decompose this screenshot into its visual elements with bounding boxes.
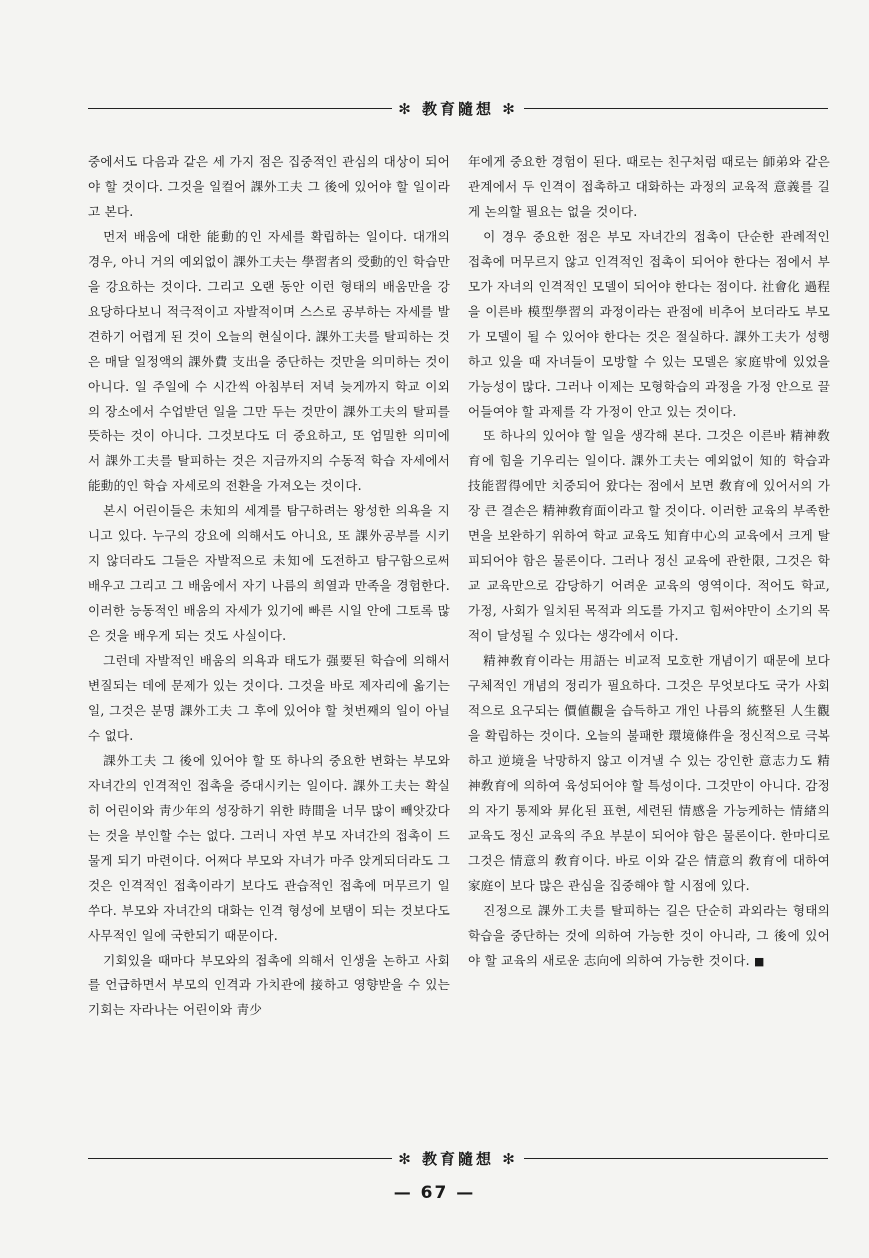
right-text-column [468, 150, 830, 974]
paragraph: 그런데 자발적인 배움의 의욕과 태도가 强要된 학습에 의해서 변질되는 데에 문제가 있는 것이다. 그것을 바로 제자리에 옮기는 일, 그것은 분명 課外工夫 그 후에 있어야 할 첫번째의 일이 아닐 수 없다. [88, 653, 450, 743]
header-rule [88, 98, 828, 118]
rule-line-left [88, 1158, 392, 1159]
final-paragraph [468, 899, 830, 975]
rule-line-right [524, 108, 828, 109]
paragraph: 또 하나의 있어야 할 일을 생각해 본다. 그것은 이른바 精神敎育에 힘을 기우리는 일이다. 課外工夫는 예외없이 知的 학습과 技能習得에만 치중되어 왔다는 점에서 보면 敎育에 있어서의 가장 큰 결손은 精神敎育面이라고 할 것이다. 이러한 교육의 부족한 면을 보완하기 위하여 학교 교육도 知育中心의 교육에서 크게 탈피되어야 함은 물론이다. 그러나 정신 교육에 관한限, 그것은 학교 교육만으로 감당하기 어려운 교육의 영역이다. 적어도 학교, 가정, 사회가 일치된 목적과 의도를 가지고 힘써야만이 소기의 목적이 달성될 수 있다는 생각에서 이다. [468, 428, 830, 644]
page-number: — 67 — [393, 1183, 476, 1203]
paragraph: 이 경우 중요한 점은 부모 자녀간의 접촉이 단순한 관례적인 접촉에 머무르지 않고 인격적인 접촉이 되어야 한다는 점에서 부모가 자녀의 인격적인 모델이 되어야 한다는 점이다. 社會化 過程을 이른바 模型學習의 과정이라는 관점에 비추어 보더라도 부모가 모델이 될 수 있어야 한다는 것은 절실하다. 課外工夫가 성행하고 있을 때 자녀들이 모방할 수 있는 모델은 家庭밖에 있었을 가능성이 많다. 그러나 이제는 모형학습의 과정을 가정 안으로 끌어들여야 할 과제를 각 가정이 안고 있는 것이다. [468, 228, 830, 419]
footer-rule [88, 1148, 828, 1168]
paragraph: 기회있을 때마다 부모와의 접촉에 의해서 인생을 논하고 사회를 언급하면서 부모의 인격과 가치관에 接하고 영향받을 수 있는 기회는 자라나는 어린이와 靑少 [88, 952, 450, 1018]
paragraph: 본시 어린이들은 未知의 세계를 탐구하려는 왕성한 의욕을 지니고 있다. 누구의 강요에 의해서도 아니요, 또 課外공부를 시키지 않더라도 그들은 자발적으로 未知에 도전하고 탐구함으로써 배우고 그리고 그 배움에서 자기 나름의 희열과 만족을 경험한다. 이러한 능동적인 배움의 자세가 있기에 빠른 시일 안에 그토록 많은 것을 배우게 되는 것도 사실이다. [88, 503, 450, 644]
left-text-column [88, 150, 450, 1023]
paragraph-text: 진정으로 課外工夫를 탈피하는 길은 단순히 과외라는 형태의 학습을 중단하는 것에 의하여 가능한 것이 아니라, 그 後에 있어야 할 교육의 새로운 志向에 의하여 가능한 것이다. [468, 902, 830, 968]
section-title: ✻ 教育隨想 ✻ [398, 99, 518, 118]
paragraph: 年에게 중요한 경험이 된다. 때로는 친구처럼 때로는 師弟와 같은 관계에서 두 인격이 접촉하고 대화하는 과정의 교육적 意義를 길게 논의할 필요는 없을 것이다. [468, 154, 830, 219]
paragraph: 課外工夫 그 後에 있어야 할 또 하나의 중요한 변화는 부모와 자녀간의 인격적인 접촉을 증대시키는 일이다. 課外工夫는 확실히 어린이와 靑少年의 성장하기 위한 時間을 너무 많이 빼앗갔다는 것을 부인할 수는 없다. 그러니 자연 부모 자녀간의 접촉이 드물게 되기 마련이다. 어쩌다 부모와 자녀가 마주 앉게되더라도 그것은 인격적인 접촉이라기 보다도 관습적인 접촉에 머무르기 일쑤다. 부모와 자녀간의 대화는 인격 형성에 보탬이 되는 것보다도 사무적인 일에 국한되기 때문이다. [88, 752, 450, 943]
rule-line-left [88, 108, 392, 109]
footer-title: ✻ 教育隨想 ✻ [398, 1149, 518, 1168]
end-mark-icon: ■ [754, 954, 765, 968]
paragraph: 精神敎育이라는 用語는 비교적 모호한 개념이기 때문에 보다 구체적인 개념의 정리가 필요하다. 그것은 무엇보다도 국가 사회적으로 요구되는 價値觀을 습득하고 개인 나름의 統整된 人生觀을 확립하는 것이다. 오늘의 불패한 環境條件을 정신적으로 극복하고 逆境을 낙망하지 않고 이겨낼 수 있는 강인한 意志力도 精神敎育에 의하여 육성되어야 할 특성이다. 그것만이 아니다. 감정의 자기 통제와 昇化된 표현, 세련된 情感을 가능케하는 情緖의 교육도 정신 교육의 주요 부분이 되어야 함은 물론이다. 한마디로 그것은 情意의 敎育이다. 바로 이와 같은 情意의 敎育에 대하여 家庭이 보다 많은 관심을 집중해야 할 시점에 있다. [468, 653, 830, 893]
rule-line-right [524, 1158, 828, 1159]
paragraph: 중에서도 다음과 같은 세 가지 점은 집중적인 관심의 대상이 되어야 할 것이다. 그것을 일컬어 課外工夫 그 後에 있어야 할 일이라고 본다. [88, 154, 450, 219]
paragraph: 먼저 배움에 대한 能動的인 자세를 확립하는 일이다. 대개의 경우, 아니 거의 예외없이 課外工夫는 學習者의 受動的인 학습만을 강요하는 것이다. 그리고 오랜 동안 이런 형태의 배움만을 강요당하다보니 적극적이고 자발적이며 스스로 공부하는 자세를 발견하기 어렵게 된 것이 오늘의 현실이다. 課外工夫를 탈피하는 것은 매달 일정액의 課外費 支出을 중단하는 것만을 의미하는 것이 아니다. 일 주일에 수 시간씩 아침부터 저녁 늦게까지 학교 이외의 장소에서 수업받던 일을 그만 두는 것만이 課外工夫의 탈피를 뜻하는 것이 아니다. 그것보다도 더 중요하고, 또 엄밀한 의미에서 課外工夫를 탈피하는 것은 지금까지의 수동적 학습 자세에서 能動的인 학습 자세로의 전환을 가져오는 것이다. [88, 228, 450, 494]
